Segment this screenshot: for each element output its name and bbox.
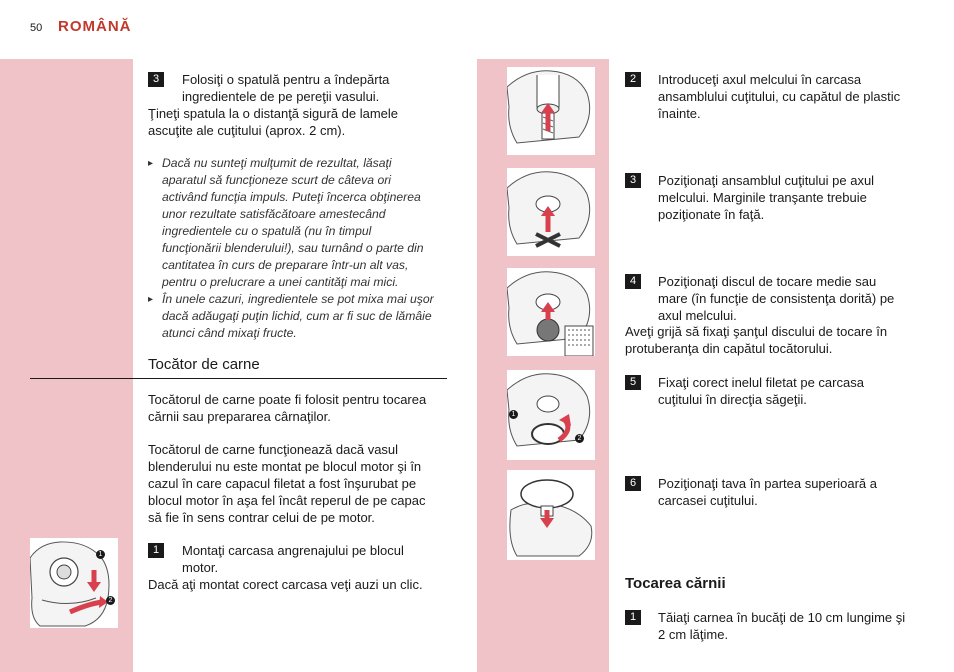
illustration-mincing-disc (507, 268, 595, 356)
step-number: 1 (148, 543, 164, 558)
step-number: 3 (625, 173, 641, 188)
step-number: 6 (625, 476, 641, 491)
illustration-tray (507, 470, 595, 560)
step-number: 2 (625, 72, 641, 87)
section-title: Tocarea cărnii (625, 575, 726, 592)
paragraph: Tocătorul de carne funcţionează dacă vasul blenderului nu este montat pe blocul motor şi în cazul în care capacul filetat a fost înşurubat pe blocul motor în aşa fel încât reperul de pe capac să fie în sens contrar celui de pe motor. (148, 442, 426, 525)
step-text: Montaţi carcasa angrenajului pe blocul motor. (182, 543, 404, 575)
paragraph: Tocătorul de carne poate fi folosit pentru tocarea cărnii sau prepararea cârnaţilor. (148, 392, 427, 424)
step-text: Tăiaţi carnea în bucăţi de 10 cm lungime şi 2 cm lăţime. (658, 610, 906, 642)
step-text: Poziţionaţi ansamblul cuţitului pe axul melcului. Marginile tranşante trebuie poziţionate în faţă. (658, 173, 875, 222)
callout-number: 1 (96, 550, 105, 559)
callout-number: 2 (575, 434, 584, 443)
step-note: Dacă aţi montat corect carcasa veţi auzi un clic. (148, 577, 423, 592)
step-note: Aveţi grijă să fixaţi şanţul discului de tocare în protuberanţa din capătul tocătorului. (625, 324, 888, 356)
callout-number: 2 (106, 596, 115, 605)
tip-text: În unele cazuri, ingredientele se pot mixa mai uşor dacă adăugaţi puţin lichid, cum ar fi suc de lămâie atunci când mixaţi fructe. (162, 292, 434, 340)
step-number: 3 (148, 72, 164, 87)
step-number: 5 (625, 375, 641, 390)
step-text: Poziţionaţi tava în partea superioară a carcasei cuţitului. (658, 476, 877, 508)
step-text: Introduceţi axul melcului în carcasa ansamblului cuţitului, cu capătul de plastic înainte. (658, 72, 901, 121)
page-number: 50 (30, 22, 43, 34)
step-text: Fixaţi corect inelul filetat pe carcasa cuţitului în direcţia săgeţii. (658, 375, 864, 407)
tip-text: Dacă nu sunteţi mulţumit de rezultat, lăsaţi aparatul să funcţioneze scurt de câteva ori activând funcţia impuls. Puteţi încerca obţinerea unor rezultate satisfăcătoare amestecând ingredientele cu o spatulă (nu în timpul funcţionării blenderului!), sau turnând o parte din cantitatea în curs de preparare într-un alt vas, pentru o prelucrare a unei cantităţi mai mici. (162, 156, 424, 289)
section-title: Tocător de carne (148, 356, 260, 373)
language-title: ROMÂNĂ (58, 18, 132, 35)
illustration-threaded-ring (507, 370, 595, 460)
illustration-worm-shaft (507, 67, 595, 155)
step-text: Poziţionaţi discul de tocare medie sau mare (în funcţie de consistenţa dorită) pe axul melcului. (658, 274, 895, 323)
tip-bullet: ▸ (148, 158, 154, 169)
step-text: Folosiţi o spatulă pentru a îndepărta ingredientele de pe pereţii vasului. (182, 72, 390, 104)
step-number: 4 (625, 274, 641, 289)
step-number: 1 (625, 610, 641, 625)
illustration-gear-housing (30, 538, 118, 628)
section-divider (30, 378, 447, 379)
tip-bullet: ▸ (148, 294, 154, 305)
illustration-knife-assembly (507, 168, 595, 256)
step-note: Ţineţi spatula la o distanţă sigură de lamele ascuţite ale cuţitului (aprox. 2 cm). (148, 106, 399, 138)
callout-number: 1 (509, 410, 518, 419)
